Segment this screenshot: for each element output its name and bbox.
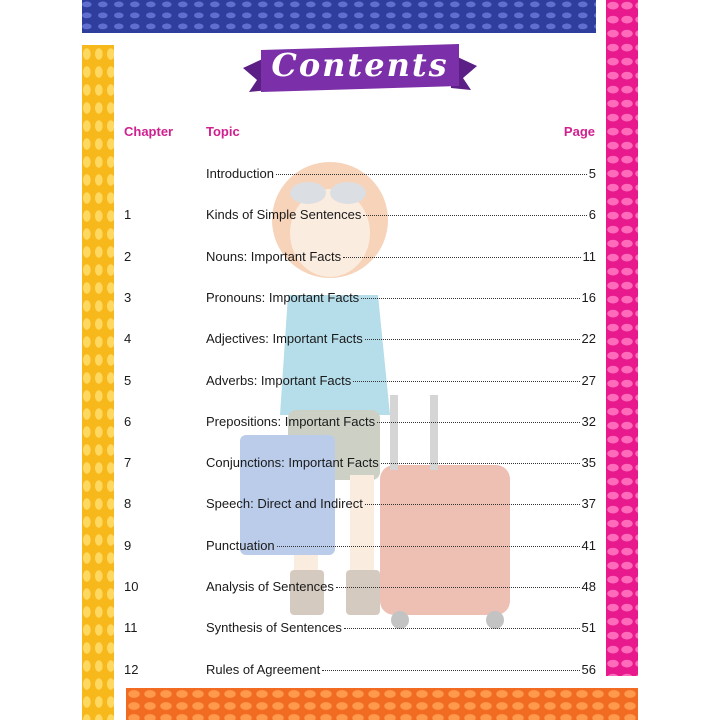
chapter-number: 1	[124, 207, 132, 223]
dot-leader	[353, 381, 579, 382]
top-decorative-band	[82, 0, 596, 33]
toc-row[interactable]	[124, 414, 596, 434]
dot-leader	[377, 422, 579, 423]
topic-title: Adjectives: Important Facts	[206, 331, 363, 347]
column-header-chapter: Chapter	[124, 124, 174, 139]
toc-row[interactable]	[124, 579, 596, 599]
chapter-number: 8	[124, 496, 132, 512]
page-number: 27	[581, 372, 596, 388]
right-decorative-band	[606, 0, 638, 676]
column-header-topic: Topic	[206, 124, 240, 139]
chapter-number: 10	[124, 579, 139, 594]
bottom-decorative-band	[126, 688, 638, 720]
topic-title: Introduction	[206, 166, 274, 181]
page-number: 6	[588, 207, 596, 223]
toc-row[interactable]	[124, 373, 596, 393]
topic-title: Pronouns: Important Facts	[206, 289, 360, 305]
chapter-number: 11	[124, 620, 138, 636]
page-number: 32	[581, 413, 596, 429]
chapter-number: 9	[124, 537, 132, 553]
toc-row[interactable]	[124, 166, 596, 186]
dot-leader	[276, 174, 587, 175]
page-number: 11	[582, 248, 596, 264]
topic-title: Punctuation	[206, 537, 275, 553]
chapter-number: 2	[124, 248, 132, 264]
left-decorative-band	[82, 45, 114, 720]
topic-title: Adverbs: Important Facts	[206, 372, 352, 388]
page-number: 51	[581, 620, 596, 636]
toc-row[interactable]	[124, 249, 596, 269]
topic-title: Synthesis of Sentences	[206, 620, 342, 636]
page-number: 37	[581, 496, 596, 512]
dot-leader	[343, 257, 580, 258]
toc-row[interactable]	[124, 620, 596, 640]
toc-row[interactable]	[124, 331, 596, 351]
page-number: 16	[581, 289, 596, 305]
toc-row[interactable]	[124, 538, 596, 558]
topic-title: Speech: Direct and Indirect	[206, 496, 363, 512]
page-number: 35	[581, 455, 596, 471]
page-title: Contents	[271, 46, 449, 84]
toc-row[interactable]	[124, 662, 596, 682]
chapter-number: 3	[124, 289, 132, 305]
page-number: 41	[581, 537, 596, 553]
toc-row[interactable]	[124, 290, 596, 310]
dot-leader	[322, 670, 579, 671]
toc-row[interactable]	[124, 455, 596, 475]
dot-leader	[361, 298, 579, 299]
dot-leader	[336, 587, 580, 588]
topic-title: Conjunctions: Important Facts	[206, 455, 379, 471]
page-number: 56	[581, 661, 596, 677]
toc-row[interactable]	[124, 207, 596, 227]
dot-leader	[365, 339, 580, 340]
dot-leader	[381, 463, 580, 464]
chapter-number: 4	[124, 331, 132, 347]
topic-title: Rules of Agreement	[206, 661, 321, 677]
page-number: 48	[581, 579, 596, 594]
dot-leader	[365, 504, 580, 505]
topic-title: Analysis of Sentences	[206, 579, 334, 594]
chapter-number: 7	[124, 455, 132, 471]
chapter-number: 5	[124, 372, 132, 388]
topic-title: Nouns: Important Facts	[206, 248, 342, 264]
dot-leader	[344, 628, 580, 629]
page-number: 22	[581, 331, 596, 347]
topic-title: Prepositions: Important Facts	[206, 413, 376, 429]
chapter-number: 6	[124, 413, 132, 429]
column-header-page: Page	[563, 124, 595, 139]
dot-leader	[363, 215, 586, 216]
page-number: 5	[588, 166, 596, 181]
topic-title: Kinds of Simple Sentences	[206, 207, 362, 223]
dot-leader	[277, 546, 580, 547]
toc-row[interactable]	[124, 496, 596, 516]
chapter-number: 12	[124, 661, 139, 677]
